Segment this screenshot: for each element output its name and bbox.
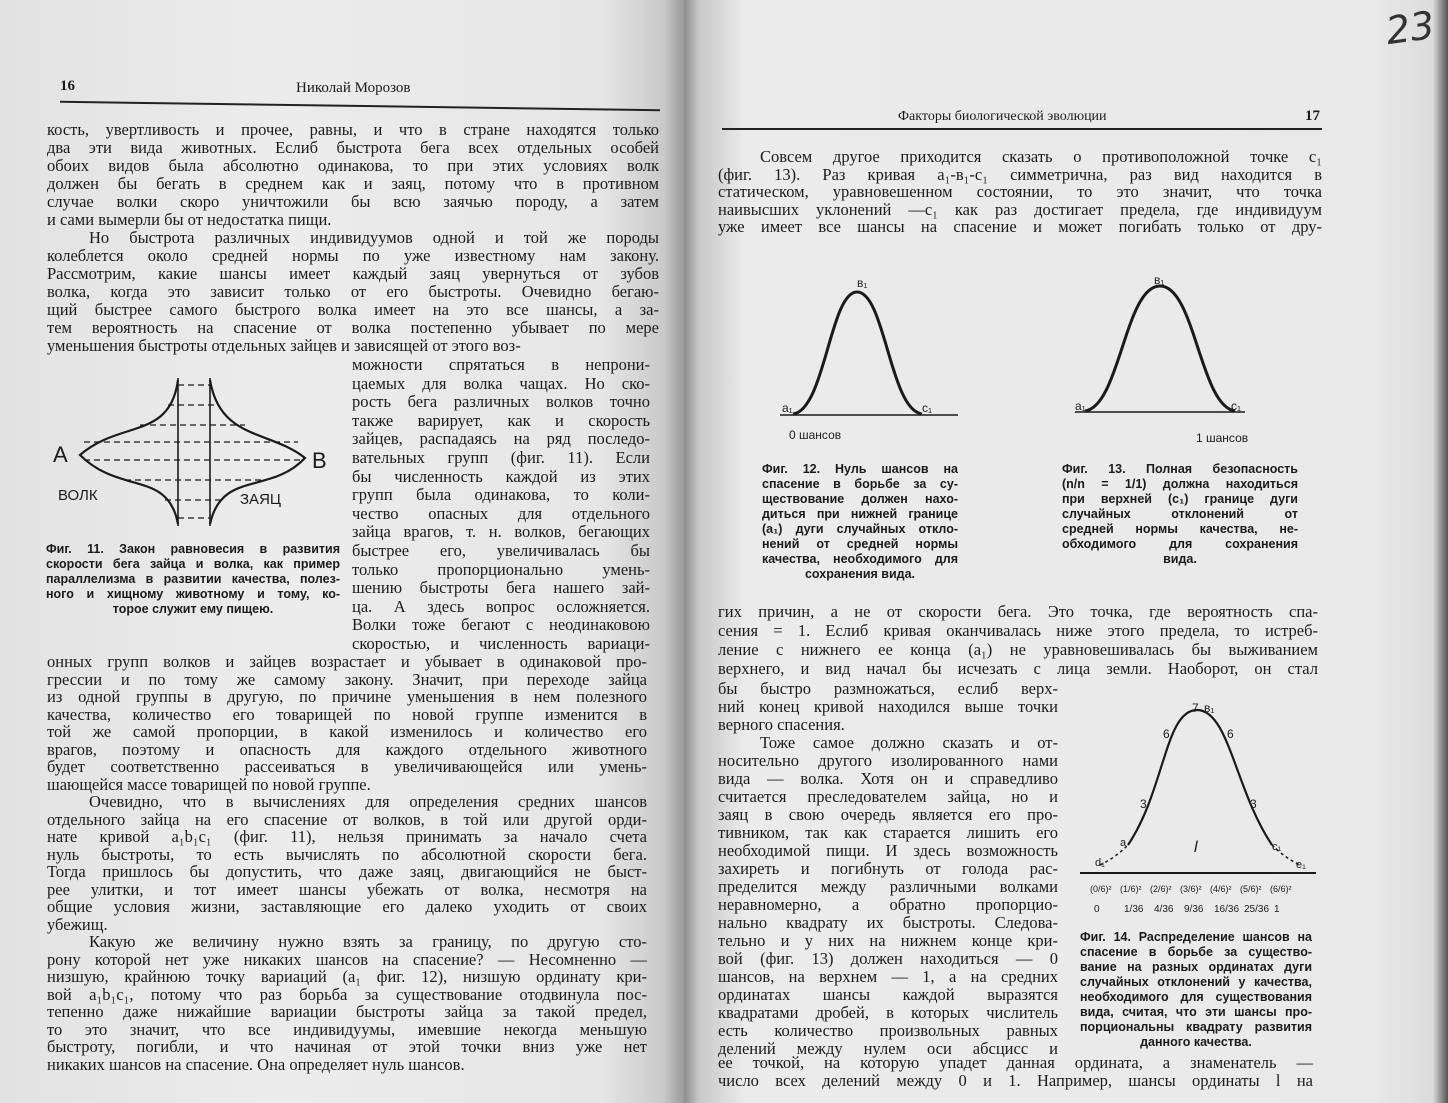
text-block: [47, 653, 647, 1073]
text-line: Волки тоже бегают с неодинаковою: [352, 615, 650, 635]
fig12-label-peak: в₁: [857, 276, 868, 290]
fig14-label-peak: в₁: [1204, 701, 1215, 715]
fig12-label-right: c₁: [922, 401, 933, 415]
fig11-label-wolf: ВОЛК: [58, 487, 98, 504]
caption-line: Фиг. 14. Распределение шансов на: [1080, 930, 1312, 944]
caption-line: качества, необходимого для: [762, 552, 958, 566]
fig11-label-b: В: [312, 448, 327, 473]
text-line: вой (фиг. 13) должен находиться — 0: [718, 949, 1058, 968]
fig14-label-e1: e₁: [1296, 859, 1306, 871]
text-line: Какую же величину нужно взять за границу, по другую сто-: [89, 932, 647, 951]
caption-line: сохранения вида.: [804, 567, 916, 581]
caption-line: торое служит ему пищею.: [112, 602, 274, 616]
fig14-chance-value: 0: [1094, 904, 1100, 915]
fig14-square-fraction: (5/6)²: [1240, 884, 1262, 894]
text-line: только пропорционально умень-: [352, 559, 650, 579]
text-line: носительно другого изолированного нами: [718, 751, 1058, 770]
fig14-square-fraction: (4/6)²: [1210, 884, 1232, 894]
fig14-chance-value: 16/36: [1214, 904, 1240, 915]
figure-13-caption: [1062, 462, 1298, 567]
text-line: зайца врагов, т. н. волков, бегающих: [352, 522, 650, 542]
text-line: быстроту, погибли, и что начиная от этой точки вниз уже нет: [47, 1037, 647, 1056]
caption-line: случайных отклонений от: [1062, 507, 1298, 521]
header-rule-right: [722, 128, 1322, 130]
text-line: ца. А здесь вопрос осложняется.: [352, 596, 650, 616]
text-line: гих причин, а не от скорости бега. Это точка, где вероятность спа-: [718, 602, 1318, 621]
text-line: тельно и у них на нижнем конце кри-: [718, 931, 1058, 950]
caption-line: параллелизма в развитии качества, полез-: [46, 572, 340, 586]
text-line: нально квадрату их быстроты. Следова-: [718, 913, 1058, 932]
text-line: ординатах шансы каждой выразятся: [718, 985, 1058, 1004]
fig14-square-fraction: (0/6)²: [1090, 884, 1112, 894]
text-line: квадратами дробей, в которых числитель: [718, 1003, 1058, 1022]
text-line: пределится между различными волками: [718, 877, 1058, 896]
text-line: шающейся массе товарищей по новой группе.: [47, 774, 371, 794]
fig11-label-a: А: [53, 442, 68, 467]
text-line: верного спасения.: [718, 715, 845, 734]
fig14-label-a: a: [1120, 837, 1127, 849]
text-line: бы быстро размножаться, еслиб верх-: [718, 679, 1058, 698]
figure-12-caption: [762, 462, 958, 582]
fig14-label-6-right: 6: [1227, 727, 1234, 741]
text-line: кость, увертливость и прочее, равны, и что в стране находятся только: [47, 120, 659, 139]
page-number-left: 16: [60, 78, 75, 94]
text-line: и сами вымерли бы от недостатка пищи.: [47, 210, 332, 229]
text-block: [718, 680, 1058, 1058]
text-line: рее улитки, и тот имеет шансы убежать от волка, несмотря на: [47, 879, 647, 899]
text-line: можности спрятаться в непрони-: [352, 355, 650, 374]
caption-line: Фиг. 11. Закон равновесия в развития: [46, 542, 340, 556]
text-line: онных групп волков и зайцев возрастает и убывает в одинаковой про-: [47, 652, 647, 671]
text-line: никаких шансов на спасение. Она определяет нуль шансов.: [47, 1054, 465, 1074]
caption-line: диться при нижней границе: [762, 507, 958, 521]
fig14-label-3-left: 3: [1140, 797, 1147, 811]
text-line: есть количество произвольных равных: [718, 1021, 1058, 1040]
text-line: верхнего, и вид начал бы исчезать с лица земли. Наоборот, он стал: [718, 659, 1318, 678]
text-line: статическом, уравновешенном состоянии, то это значит, что точка: [718, 182, 1322, 202]
text-line: ний конец кривой находился выше точки: [718, 697, 1058, 716]
text-line: также варирует, как и скорость: [352, 410, 650, 430]
caption-line: (a₁) дуги случайных откло-: [762, 522, 958, 536]
text-line: число всех делений между 0 и 1. Например, шансы ординаты l на: [718, 1071, 1313, 1090]
text-line: той же самой пропорции, в какой изменилось и количество его: [47, 722, 647, 741]
text-line: скоростью, и численность вариаци-: [352, 633, 650, 653]
text-line: ее точкой, на которую упадет данная ордината, а знаменатель —: [718, 1053, 1313, 1072]
fig11-label-hare: ЗАЯЦ: [240, 491, 281, 508]
figure-11-caption: [46, 542, 340, 617]
figure-14-caption: [1080, 930, 1312, 1050]
caption-line: спасение в борьбе за су-: [762, 477, 958, 491]
text-line: считается преследователем зайца, но и: [718, 787, 1058, 806]
text-line: необходимой пищи. И здесь возможность: [718, 841, 1058, 860]
text-block: [718, 148, 1322, 236]
caption-line: Фиг. 13. Полная безопасность: [1062, 462, 1298, 476]
text-line: шению быстроты бега нашего зай-: [352, 578, 650, 598]
text-line: бы численность каждой из этих: [352, 466, 650, 486]
fig12-label-left: a₁: [782, 401, 793, 415]
text-line: Совсем другое приходится сказать о противоположной точке c₁: [760, 147, 1322, 166]
text-block: [352, 356, 650, 654]
text-block: [47, 121, 659, 355]
text-line: колеблется около средней нормы по уже известному нам закону.: [47, 246, 659, 265]
text-line: нате кривой a₁b₁c₁ (фиг. 11), нельзя принимать за начало счета: [47, 827, 647, 846]
text-line: заяц в свою очередь является его про-: [718, 805, 1058, 824]
page-number-right: 17: [1305, 108, 1320, 124]
text-line: вательных групп (фиг. 11). Если: [352, 447, 650, 467]
text-line: быстрее его, увеличивалась бы: [352, 540, 650, 560]
text-line: убежищ.: [47, 914, 108, 934]
text-line: рону которой нет уже никаких шансов на спасение? — Несомненно —: [47, 949, 647, 969]
text-line: ление с нижнего ее конца (a₁) не уравновешивалась бы выживанием: [718, 640, 1318, 659]
caption-line: необходимого для существования: [1080, 990, 1312, 1004]
text-line: Но быстрота различных индивидуумов одной и той же породы: [89, 228, 659, 247]
text-line: должен бы бегать в среднем как и заяц, потому что в противном: [47, 174, 659, 193]
caption-line: спасение в борьбе за существо-: [1080, 945, 1312, 959]
caption-line: данного качества.: [1140, 1035, 1252, 1049]
text-line: грессии и по тому же самому закону. Значит, при переходе зайца: [47, 669, 647, 689]
text-line: зайцев, распадаясь на ряд последо-: [352, 429, 650, 449]
fig13-label-left: a₁: [1075, 399, 1086, 413]
text-line: шансов, на верхнем — 1, а на средних: [718, 967, 1058, 986]
text-line: Очевидно, что в вычислениях для определения средних шансов: [89, 792, 647, 811]
text-line: чество опасных для отдельного: [352, 503, 650, 523]
caption-line: средней нормы качества, не-: [1062, 522, 1298, 536]
running-title-right: Факторы биологической эволюции: [898, 109, 1107, 124]
text-line: делений между нулем оси абсцисс и: [718, 1039, 1058, 1058]
text-line: отдельного зайца на его спасение от волков, в той или другой орди-: [47, 809, 647, 829]
text-line: волка, когда это зависит только от его быстроты. Очевидно бегаю-: [47, 282, 659, 301]
caption-line: при верхней (c₁) границе дуги: [1062, 492, 1298, 506]
text-line: групп была одинакова, то коли-: [352, 485, 650, 505]
caption-line: вида, считая, что эти шансы про-: [1080, 1005, 1312, 1019]
text-line: рость бега различных волков точно: [352, 392, 650, 412]
text-line: качества, количество его товарищей по новой группе изменится в: [47, 704, 647, 724]
text-line: тем вероятность на спасение от волка постепенно убывает по мере: [47, 318, 659, 337]
text-line: общие условия жизни, заставляющие его далеко уходить от своих: [47, 897, 647, 916]
text-line: тепенно даже нижайшие вариации быстроты зайца за такой предел,: [47, 1002, 647, 1021]
fig14-chance-value: 1: [1274, 904, 1280, 915]
caption-line: скорости бега зайца и волка, как пример: [46, 557, 340, 571]
text-line: случае волки скоро уничтожили бы всю заячью породу, а затем: [47, 192, 659, 211]
fig14-label-3-right: 3: [1250, 797, 1257, 811]
caption-line: нений от средней нормы: [762, 537, 958, 551]
text-line: два эти вида животных. Еслиб быстрота бега всех отдельных особей: [47, 138, 659, 157]
text-line: щий быстрее самого быстрого волка имеет на это все шансы, а за-: [47, 300, 659, 319]
text-line: (фиг. 13). Раз кривая a₁-в₁-c₁ симметрична, раз вид находится в: [718, 164, 1322, 184]
caption-line: вида.: [1163, 552, 1197, 566]
text-line: наивысших уклонений —c₁ как раз достигает предела, где индивидуум: [718, 199, 1322, 219]
text-line: то это значит, что все индивидуумы, имевшие некогда меньшую: [47, 1019, 647, 1039]
fig14-label-6-left: 6: [1163, 727, 1170, 741]
text-line: из одной группы в другую, по причине уменьшения в нем полезного: [47, 687, 647, 706]
fig14-chance-value: 4/36: [1154, 904, 1174, 915]
handwritten-page-number: 23: [1382, 2, 1437, 54]
running-title-left: Николай Морозов: [296, 80, 411, 96]
caption-line: порциональны квадрату развития: [1080, 1020, 1312, 1034]
text-line: врагов, поэтому и опасность для каждого отдельного животного: [47, 739, 647, 759]
text-block: [718, 602, 1318, 678]
caption-line: вание на разных ординатах дуги: [1080, 960, 1312, 974]
text-line: Рассмотрим, какие шансы имеет каждый заяц увернуться от зубов: [47, 264, 659, 283]
text-line: обоих видов была абсолютно одинакова, то при этих условиях волк: [47, 156, 659, 175]
text-line: вой a₁b₁c₁, потому что раз борьба за существование отодвинула пос-: [47, 984, 647, 1004]
caption-line: Фиг. 12. Нуль шансов на: [762, 462, 958, 476]
text-line: уже имеет все шансы на спасение и может погибать только от дру-: [718, 217, 1322, 237]
text-line: нуль быстроты, то есть вычислять по абсолютной скорости бега.: [47, 844, 647, 864]
fig14-square-fraction: (3/6)²: [1180, 884, 1202, 894]
fig12-note: 0 шансов: [789, 428, 842, 442]
text-line: тивником, так как старается лишить его: [718, 823, 1058, 842]
caption-line: ществование должен нахо-: [762, 492, 958, 506]
text-line: Тогда пришлось бы допустить, что даже заяц, двигающийся не быст-: [47, 862, 647, 881]
fig13-note: 1 шансов: [1196, 431, 1249, 445]
fig14-square-fraction: (2/6)²: [1150, 884, 1172, 894]
caption-line: обходимого для сохранения: [1062, 537, 1298, 551]
fig14-chance-value: 1/36: [1124, 904, 1144, 915]
fig14-label-d1: d₁: [1095, 857, 1105, 869]
caption-line: ного и хищному животному и тому, ко-: [46, 587, 340, 601]
fig14-label-7: 7: [1192, 701, 1199, 715]
text-line: неравномерно, а обратно пропорцио-: [718, 895, 1058, 914]
text-line: уменьшения быстроты отдельных зайцев и зависящей от этого воз-: [47, 336, 521, 355]
caption-line: (n/n = 1/1) должна находиться: [1062, 477, 1298, 491]
text-line: сения = 1. Еслиб кривая оканчивалась ниже этого предела, то истреб-: [718, 621, 1318, 640]
text-line: захиреть и погибнуть от голода рас-: [718, 859, 1058, 878]
text-block: [718, 1054, 1313, 1090]
fig14-label-l: l: [1194, 839, 1198, 856]
text-line: будет соответственно рассеиваться в увеличивающейся или умень-: [47, 757, 647, 776]
fig13-label-right: c₁: [1231, 399, 1242, 413]
fig14-square-fraction: (6/6)²: [1270, 884, 1292, 894]
text-line: цаемых для волка чащах. Но ско-: [352, 373, 650, 393]
fig14-chance-value: 25/36: [1244, 904, 1270, 915]
text-line: вида — волка. Хотя он и справедливо: [718, 769, 1058, 788]
fig13-label-peak: в₁: [1154, 273, 1165, 287]
fig14-square-fraction: (1/6)²: [1120, 884, 1142, 894]
caption-line: случайных отклонений у качества,: [1080, 975, 1312, 989]
fig14-label-c1: c₁: [1272, 841, 1282, 853]
text-line: Тоже самое должно сказать и от-: [760, 733, 1058, 752]
fig14-chance-value: 9/36: [1184, 904, 1204, 915]
text-line: низшую, крайнюю точку вариаций (a₁ фиг. 12), низшую ординату кри-: [47, 967, 647, 986]
